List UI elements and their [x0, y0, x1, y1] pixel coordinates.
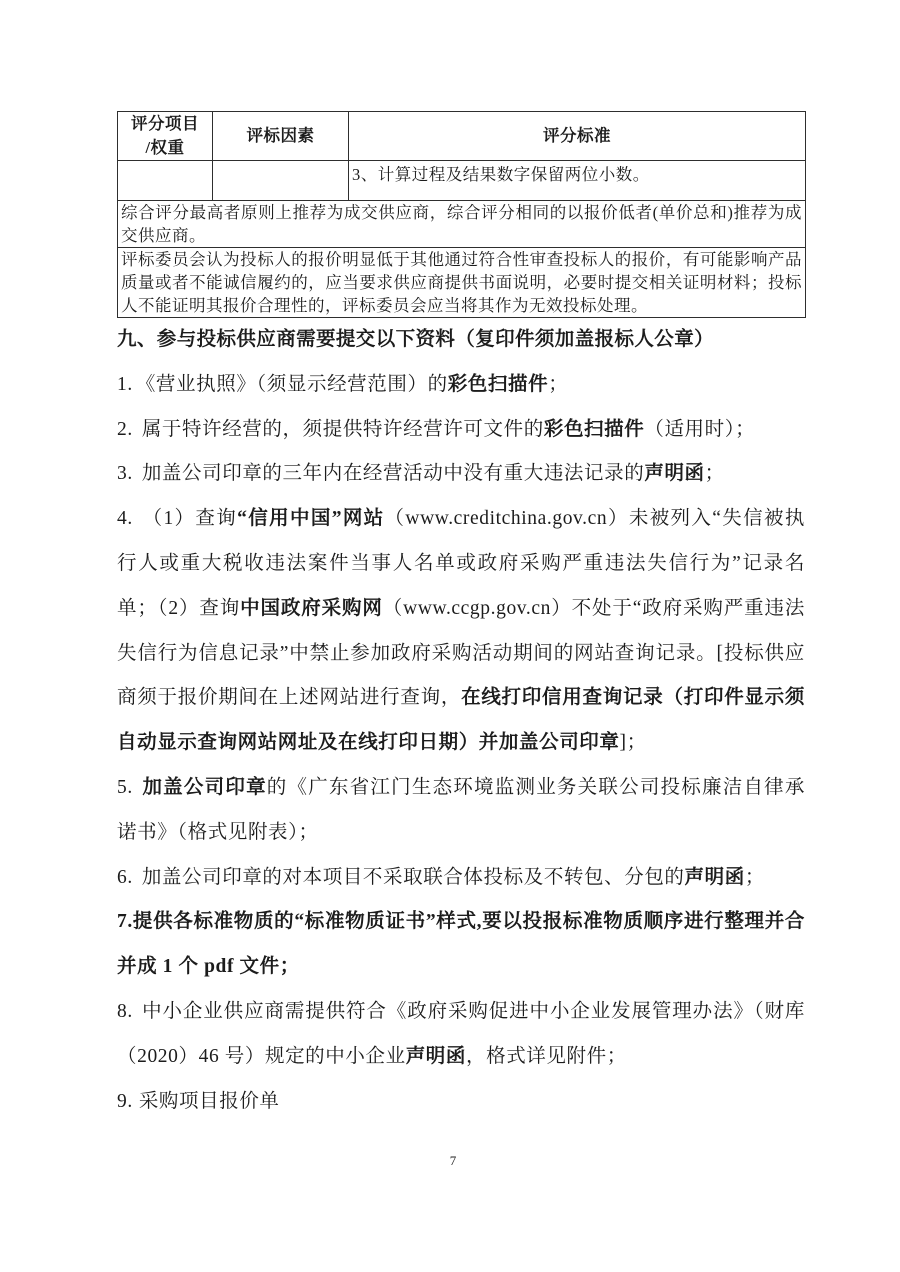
table-note-row	[118, 248, 806, 318]
page-content	[117, 111, 805, 1124]
emphasis-text: “信用中国”网站	[237, 508, 385, 530]
evaluation-factor-cell	[213, 161, 349, 201]
header-item-weight-line-2: /权重	[145, 138, 185, 157]
requirement-item-9	[117, 1080, 805, 1125]
header-item-weight	[118, 112, 213, 161]
item-text: 采购项目报价单	[138, 1090, 280, 1112]
item-text: （www.ccgp.gov.cn）不处于“政府采购严重违法失信行为信息记录”中禁止参加政府采购活动期间的网站查询记录。[投标供应商须于报价期间在上述网站进行查询，	[117, 597, 806, 709]
emphasis-text: 彩色扫描件	[447, 373, 549, 395]
emphasis-text: 声明函	[684, 866, 745, 888]
page-number: 7	[449, 1153, 457, 1168]
item-text: （www.creditchina.gov.cn）未被列入“失信被执行人或重大税收违法案件当事人名单或政府采购严重违法失信行为”记录名单；（2）查询	[117, 508, 805, 619]
requirement-item-4	[117, 497, 805, 766]
item-number: 2.	[117, 418, 133, 440]
item-text: 加盖公司印章的三年内在经营活动中没有重大违法记录的	[141, 463, 645, 485]
item-number: 3.	[117, 463, 133, 485]
header-item-weight-line-1: 评分项目	[131, 114, 199, 133]
item-number: 5.	[117, 776, 133, 798]
item-text: 中小企业供应商需提供符合《政府采购促进中小企业发展管理办法》（财库（2020）46 号）规定的中小企业	[117, 1000, 805, 1067]
scoring-criteria-cell: 3、计算过程及结果数字保留两位小数。	[349, 161, 806, 201]
requirement-item-7	[117, 900, 805, 990]
item-weight-cell	[118, 161, 213, 201]
table-header-row	[118, 112, 806, 161]
emphasis-text: 彩色扫描件	[543, 418, 645, 440]
item-text: ；	[548, 373, 569, 395]
requirement-item-3	[117, 452, 805, 497]
item-number: 8.	[117, 1000, 133, 1022]
item-text: 《营业执照》（须显示经营范围）的	[135, 373, 448, 395]
requirement-item-5	[117, 766, 805, 856]
item-number: 7.	[117, 911, 133, 933]
table-note-row	[118, 201, 806, 248]
emphasis-text: 加盖公司印章	[141, 776, 267, 798]
emphasis-text: 中国政府采购网	[240, 597, 383, 619]
emphasis-text: 在线打印信用查询记录（打印件显示须自动显示查询网站网址及在线打印日期）并加盖公司印章	[117, 687, 806, 754]
scoring-table	[117, 111, 806, 318]
requirement-item-2	[117, 408, 805, 453]
requirement-item-6	[117, 856, 805, 901]
emphasis-text: 声明函	[644, 463, 705, 485]
requirement-item-8	[117, 990, 805, 1080]
item-text: 提供各标准物质的“标准物质证书”样式,要以投报标准物质顺序进行整理并合并成 1 个 pdf 文件；	[117, 911, 805, 978]
item-text: ，格式详见附件；	[466, 1045, 627, 1067]
item-text: （1）查询	[141, 508, 238, 530]
item-text: 属于特许经营的，须提供特许经营许可文件的	[141, 418, 544, 440]
item-number: 4.	[117, 508, 133, 530]
item-number: 6.	[117, 866, 133, 888]
requirement-item-1	[117, 363, 805, 408]
table-row	[118, 161, 806, 201]
low-price-note: 评标委员会认为投标人的报价明显低于其他通过符合性审查投标人的报价，有可能影响产品质量或者不能诚信履约的，应当要求供应商提供书面说明，必要时提交相关证明材料；投标人不能证明其报价合理性的，评标委员会应当将其作为无效投标处理。	[118, 248, 806, 318]
item-number: 1.	[117, 373, 133, 395]
item-number: 9.	[117, 1090, 133, 1112]
item-text: ；	[704, 463, 725, 485]
item-text: 加盖公司印章的对本项目不采取联合体投标及不转包、分包的	[141, 866, 685, 888]
item-text: ]；	[619, 732, 647, 754]
section-heading: 九、参与投标供应商需要提交以下资料（复印件须加盖报标人公章）	[117, 329, 715, 350]
item-text: ；	[744, 866, 765, 888]
header-scoring-criteria: 评分标准	[349, 112, 806, 161]
item-text: 的《广东省江门生态环境监测业务关联公司投标廉洁自律承诺书》（格式见附表）；	[117, 776, 805, 843]
recommendation-note: 综合评分最高者原则上推荐为成交供应商，综合评分相同的以报价低者(单价总和)推荐为成交供应商。	[118, 201, 806, 248]
header-evaluation-factor: 评标因素	[213, 112, 349, 161]
emphasis-text: 声明函	[405, 1045, 466, 1067]
item-text: （适用时）；	[644, 418, 756, 440]
